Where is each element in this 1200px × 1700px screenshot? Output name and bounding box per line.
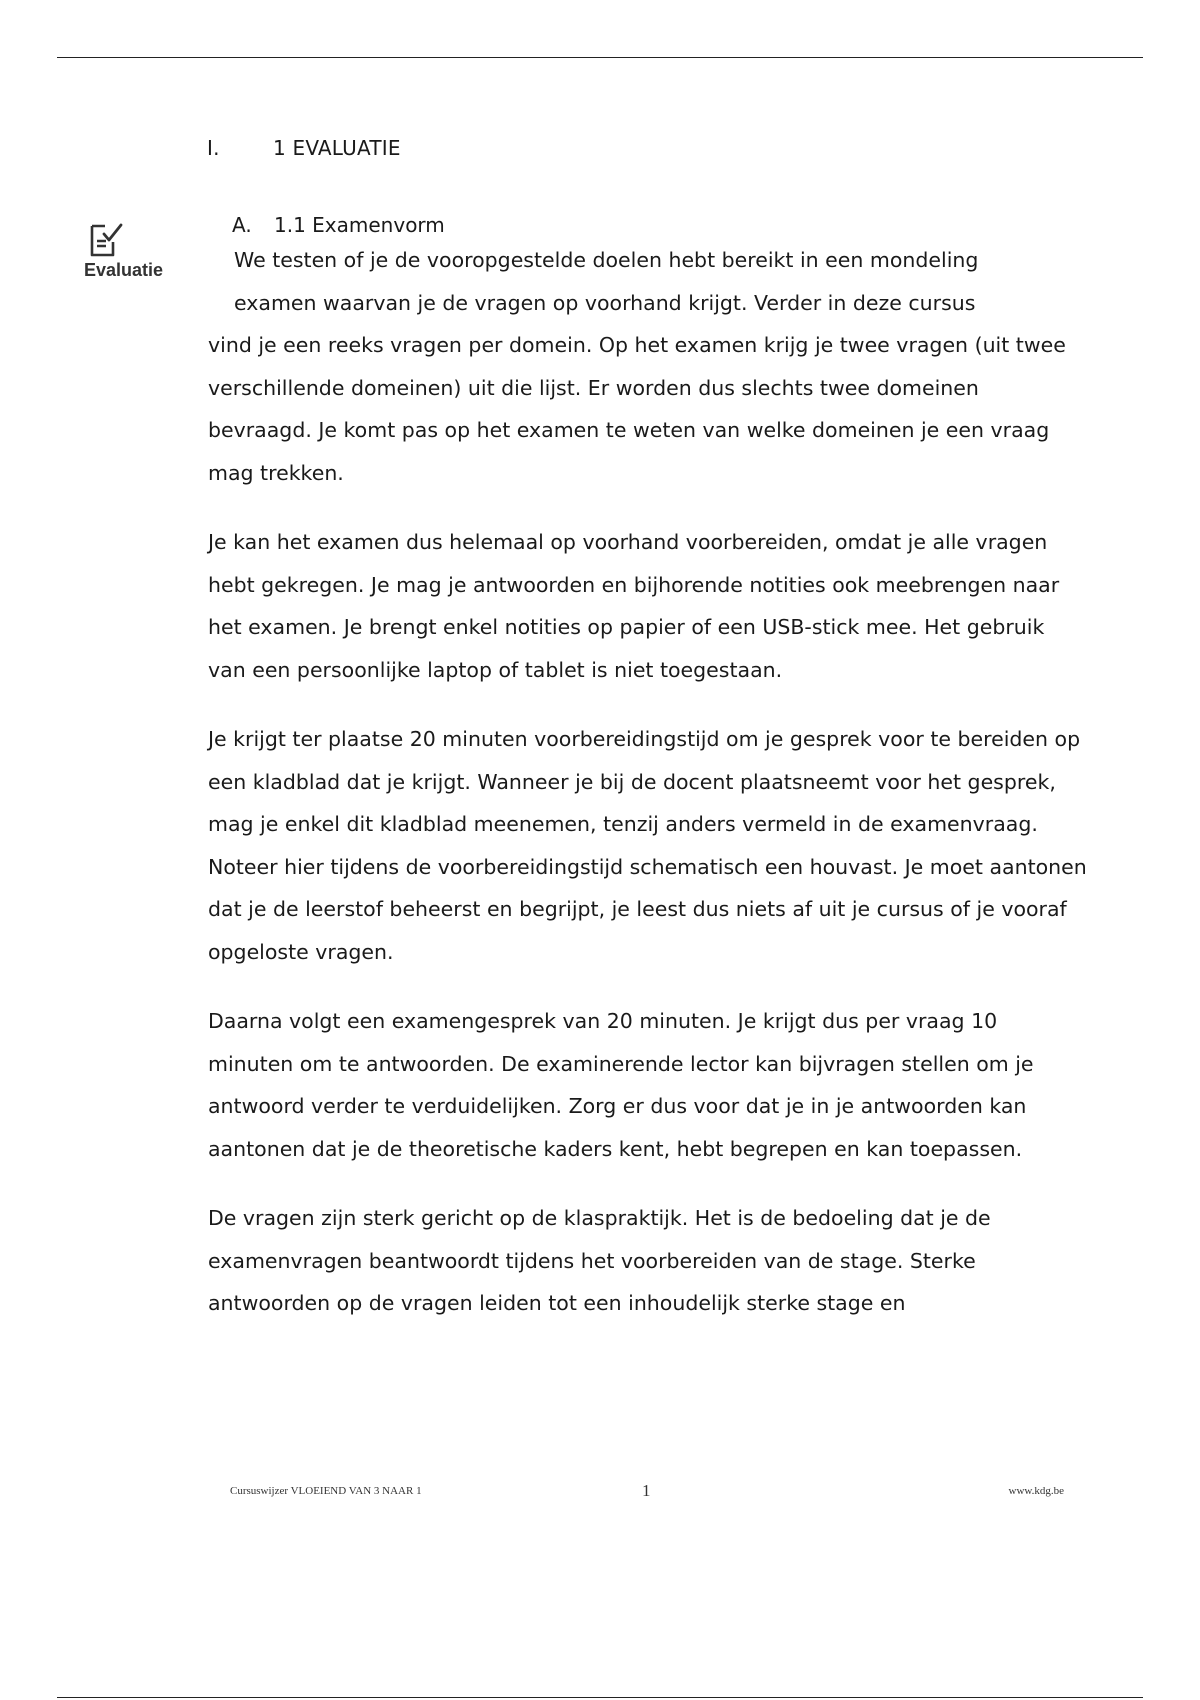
subsection-heading (232, 213, 445, 237)
evaluatie-label: Evaluatie (84, 260, 164, 280)
subsection-title: 1.1 Examenvorm (274, 213, 445, 237)
paragraph-4: Daarna volgt een examengesprek van 20 minuten. Je krijgt dus per vraag 10 minuten om te antwoorden. De examinerende lector kan bijvragen stellen om je antwoord verder te verduidelijken. Zorg er dus voor dat je in je antwoorden kan aantonen dat je de theoretische kaders kent, hebt begrepen en kan toepassen. (208, 1009, 1034, 1161)
section-title: 1 EVALUATIE (273, 136, 401, 160)
paragraph-1-rest: vind je een reeks vragen per domein. Op het examen krijg je twee vragen (uit twee verschillende domeinen) uit die lijst. Er worden dus slechts twee domeinen bevraagd. Je komt pas op het examen te weten van welke domeinen je een vraag mag trekken. (208, 333, 1066, 485)
paragraph-1-line-1: We testen of je de vooropgestelde doelen hebt bereikt in een mondeling (234, 248, 979, 272)
evaluatie-margin-marker (84, 222, 184, 281)
paragraph-1 (208, 239, 1088, 494)
body-text (208, 239, 1088, 1352)
bottom-rule (57, 1697, 1143, 1698)
paragraph-2: Je kan het examen dus helemaal op voorhand voorbereiden, omdat je alle vragen hebt gekregen. Je mag je antwoorden en bijhorende notities ook meebrengen naar het examen. Je brengt enkel notities op papier of een USB-stick mee. Het gebruik van een persoonlijke laptop of tablet is niet toegestaan. (208, 530, 1060, 682)
section-number: I. (207, 136, 220, 160)
subsection-number: A. (232, 213, 252, 237)
footer-document-title: Cursuswijzer VLOEIEND VAN 3 NAAR 1 (230, 1485, 422, 1497)
top-rule (57, 57, 1143, 58)
checklist-document-icon (89, 222, 125, 258)
paragraph-5: De vragen zijn sterk gericht op de klaspraktijk. Het is de bedoeling dat je de examenvragen beantwoordt tijdens het voorbereiden van de stage. Sterke antwoorden op de vragen leiden tot een inhoudelijk sterke stage en (208, 1206, 991, 1315)
paragraph-1-line-2: examen waarvan je de vragen op voorhand krijgt. Verder in deze cursus (234, 290, 976, 315)
paragraph-3: Je krijgt ter plaatse 20 minuten voorbereidingstijd om je gesprek voor te bereiden op een kladblad dat je krijgt. Wanneer je bij de docent plaatsneemt voor het gesprek, mag je enkel dit kladblad meenemen, tenzij anders vermeld in de examenvraag. Noteer hier tijdens de voorbereidingstijd schematisch een houvast. Je moet aantonen dat je de leerstof beheerst en begrijpt, je leest dus niets af uit je cursus of je vooraf opgeloste vragen. (208, 727, 1087, 964)
footer-website: www.kdg.be (1008, 1485, 1064, 1497)
footer-page-number: 1 (642, 1481, 651, 1500)
section-heading (207, 136, 401, 160)
